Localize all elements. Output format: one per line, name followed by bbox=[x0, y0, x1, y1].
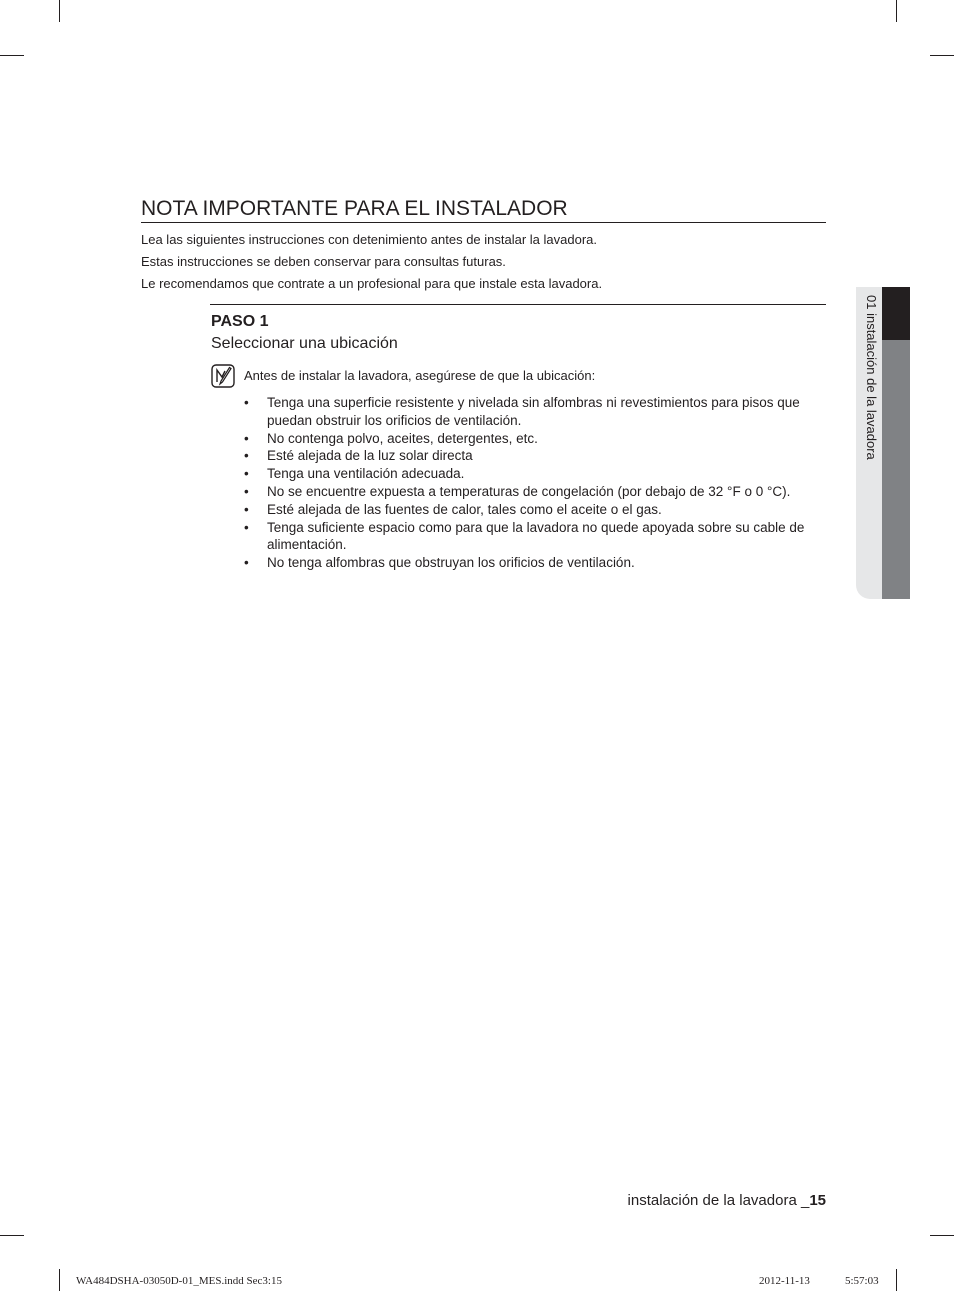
crop-mark bbox=[930, 1235, 954, 1236]
list-item: • No contenga polvo, aceites, detergentes, etc. bbox=[244, 430, 828, 448]
slug-time: 5:57:03 bbox=[845, 1275, 879, 1287]
slug-file: WA484DSHA-03050D-01_MES.indd Sec3:15 bbox=[76, 1275, 282, 1287]
list-item: • Tenga suficiente espacio como para que la lavadora no quede apoyada sobre su cable de alimentación. bbox=[244, 519, 828, 555]
requirements-list bbox=[244, 394, 828, 572]
intro-line: Lea las siguientes instrucciones con detenimiento antes de instalar la lavadora. bbox=[141, 232, 597, 247]
crop-mark bbox=[930, 55, 954, 56]
list-item: • Tenga una ventilación adecuada. bbox=[244, 465, 828, 483]
list-item: • Tenga una superficie resistente y nivelada sin alfombras ni revestimientos para pisos que puedan obstruir los orificios de ventilación. bbox=[244, 394, 828, 430]
crop-mark bbox=[896, 0, 897, 22]
crop-mark bbox=[0, 1235, 24, 1236]
chapter-side-tab bbox=[856, 287, 910, 599]
side-tab-label: 01 instalación de la lavadora bbox=[864, 295, 879, 460]
section-title: NOTA IMPORTANTE PARA EL INSTALADOR bbox=[141, 196, 826, 223]
step-divider bbox=[210, 304, 826, 305]
note-text: Antes de instalar la lavadora, asegúrese de que la ubicación: bbox=[244, 368, 596, 383]
intro-paragraphs bbox=[141, 231, 826, 297]
crop-mark bbox=[59, 0, 60, 22]
slug-date: 2012-11-13 bbox=[759, 1275, 810, 1287]
intro-line: Estas instrucciones se deben conservar para consultas futuras. bbox=[141, 254, 506, 269]
list-item: • No se encuentre expuesta a temperaturas de congelación (por debajo de 32 °F o 0 °C). bbox=[244, 483, 828, 501]
crop-mark bbox=[59, 1269, 60, 1291]
step-title: PASO 1 bbox=[211, 313, 269, 330]
side-tab-marker bbox=[882, 287, 910, 340]
page-footer bbox=[628, 1191, 826, 1211]
crop-mark bbox=[0, 55, 24, 56]
crop-mark bbox=[896, 1269, 897, 1291]
list-item: • No tenga alfombras que obstruyan los orificios de ventilación. bbox=[244, 554, 828, 572]
note-pencil-icon bbox=[211, 364, 235, 388]
footer-text: instalación de la lavadora _ bbox=[627, 1192, 810, 1209]
list-item: • Esté alejada de la luz solar directa bbox=[244, 447, 828, 465]
page-number: 15 bbox=[809, 1192, 826, 1209]
step-subtitle: Seleccionar una ubicación bbox=[211, 335, 398, 352]
list-item: • Esté alejada de las fuentes de calor, tales como el aceite o el gas. bbox=[244, 501, 828, 519]
intro-line: Le recomendamos que contrate a un profesional para que instale esta lavadora. bbox=[141, 276, 603, 291]
